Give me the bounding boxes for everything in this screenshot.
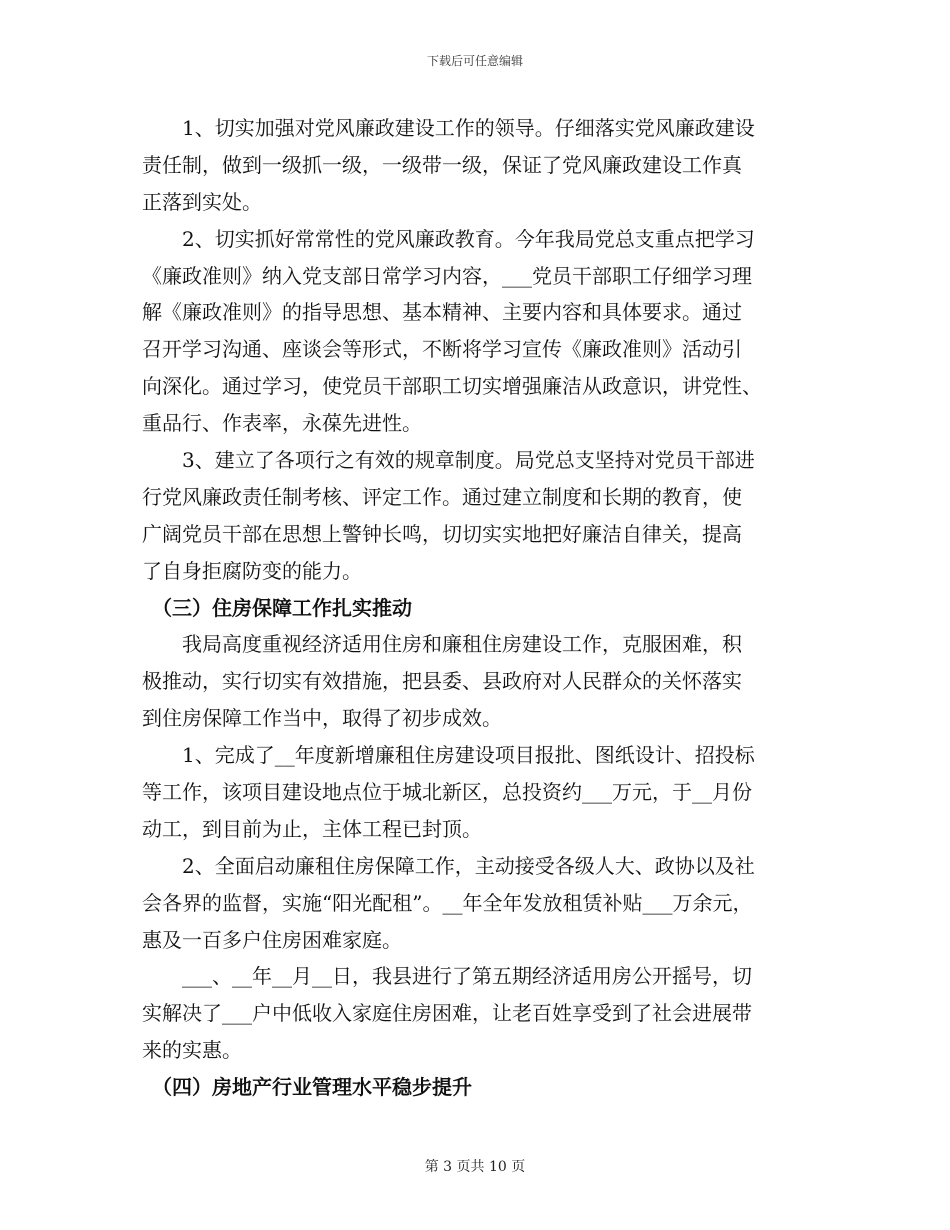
body-line: 召开学习沟通、座谈会等形式，不断将学习宣传《廉政准则》活动引 <box>142 337 742 362</box>
page-number: 第 3 页共 10 页 <box>424 1159 526 1175</box>
body-line: 来的实惠。 <box>142 1038 242 1063</box>
body-line: 我局高度重视经济适用住房和廉租住房建设工作，克服困难，积 <box>142 632 742 657</box>
body-line: 1、完成了__年度新增廉租住房建设项目报批、图纸设计、招投标 <box>142 743 755 768</box>
page-header: 下载后可任意编辑 <box>426 54 523 68</box>
document-body <box>142 110 814 1106</box>
body-line: 到住房保障工作当中，取得了初步成效。 <box>142 706 502 731</box>
section-heading-3: （三）住房保障工作扎实推动 <box>142 595 412 620</box>
body-line: 行党风廉政责任制考核、评定工作。通过建立制度和长期的教育，使 <box>142 484 742 509</box>
body-line: 3、建立了各项行之有效的规章制度。局党总支坚持对党员干部进 <box>142 448 755 473</box>
body-line: 责任制，做到一级抓一级，一级带一级，保证了党风廉政建设工作真 <box>142 152 742 177</box>
body-line: 1、切实加强对党风廉政建设工作的领导。仔细落实党风廉政建设 <box>142 116 755 140</box>
section-heading-4: （四）房地产行业管理水平稳步提升 <box>142 1075 472 1100</box>
body-line: ___、__年__月__日，我县进行了第五期经济适用房公开摇号，切 <box>142 964 752 989</box>
body-line: 惠及一百多户住房困难家庭。 <box>142 927 402 952</box>
body-line: 广阔党员干部在思想上警钟长鸣，切切实实地把好廉洁自律关，提高 <box>142 521 742 546</box>
body-line: 重品行、作表率，永葆先进性。 <box>142 411 422 436</box>
body-line: 会各界的监督，实施“阳光配租”。__年全年发放租赁补贴___万余元， <box>142 890 753 915</box>
body-line: 动工，到目前为止，主体工程已封顶。 <box>142 816 482 841</box>
body-line: 2、切实抓好常常性的党风廉政教育。今年我局党总支重点把学习 <box>142 226 755 251</box>
body-line: 向深化。通过学习，使党员干部职工切实增强廉洁从政意识，讲党性、 <box>142 374 762 399</box>
body-line: 等工作，该项目建设地点位于城北新区，总投资约___万元，于__月份 <box>142 780 752 805</box>
body-line: 极推动，实行切实有效措施，把县委、县政府对人民群众的关怀落实 <box>142 669 742 694</box>
body-line: 解《廉政准则》的指导思想、基本精神、主要内容和具体要求。通过 <box>142 300 742 325</box>
body-line: 《廉政准则》纳入党支部日常学习内容，___党员干部职工仔细学习理 <box>142 263 752 288</box>
body-line: 实解决了___户中低收入家庭住房困难，让老百姓享受到了社会进展带 <box>142 1001 752 1026</box>
body-line: 2、全面启动廉租住房保障工作，主动接受各级人大、政协以及社 <box>142 853 755 878</box>
body-line: 正落到实处。 <box>142 189 262 214</box>
body-line: 了自身拒腐防变的能力。 <box>142 558 362 583</box>
